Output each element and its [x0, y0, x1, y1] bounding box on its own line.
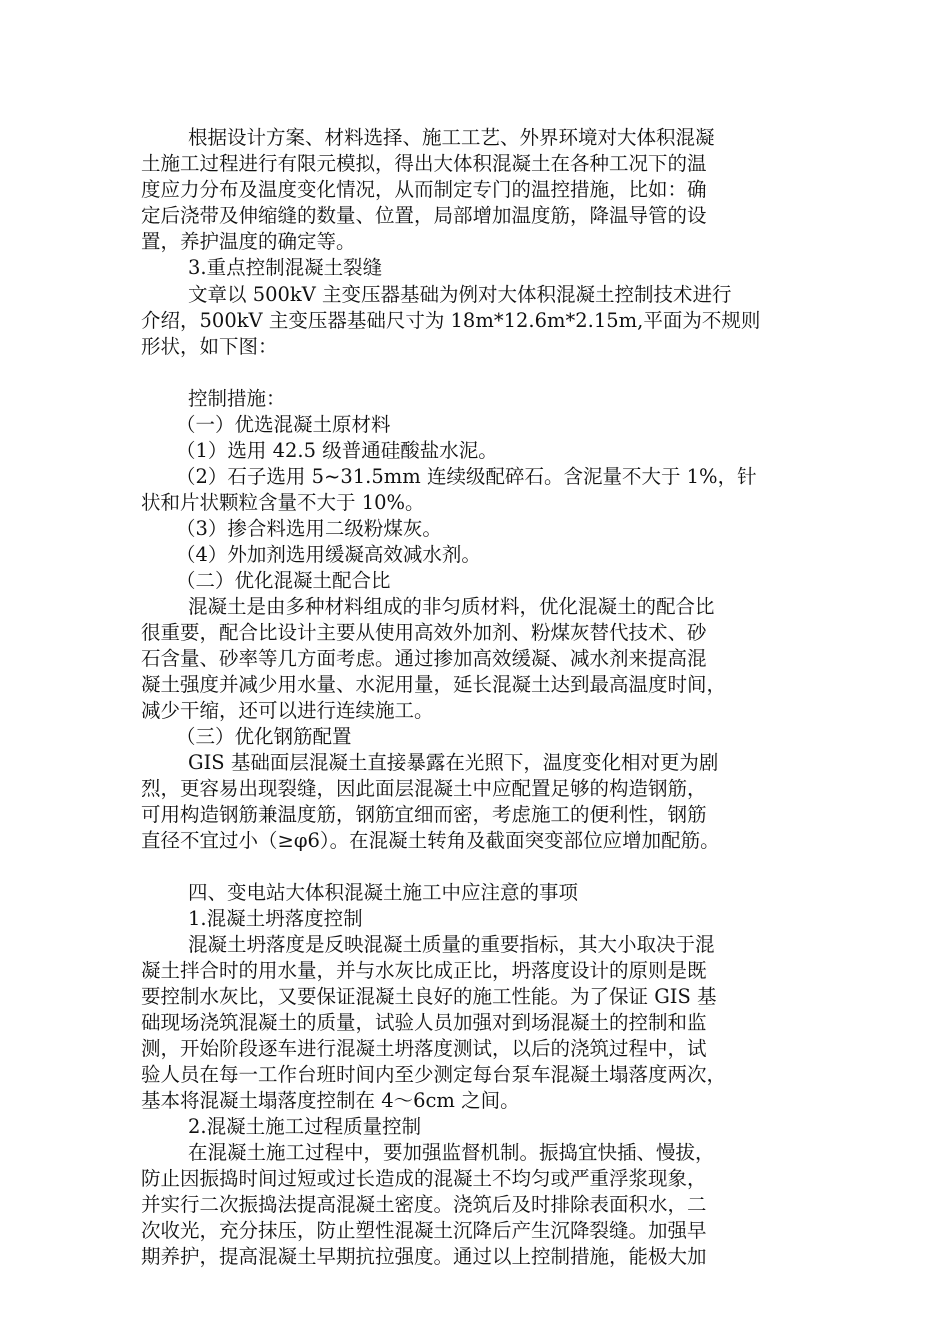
subsection-heading: （二）优化混凝土配合比 [176, 569, 391, 592]
paragraph-line: GIS 基础面层混凝土直接暴露在光照下，温度变化相对更为剧 [188, 751, 719, 774]
list-item: （4）外加剂选用缓凝高效减水剂。 [176, 543, 481, 566]
paragraph-line: 要控制水灰比，又要保证混凝土良好的施工性能。为了保证 GIS 基 [141, 985, 717, 1008]
paragraph-line: 验人员在每一工作台班时间内至少测定每台泵车混凝土塌落度两次， [141, 1063, 727, 1086]
section-heading: 3.重点控制混凝土裂缝 [188, 256, 383, 279]
paragraph-line: 介绍，500kV 主变压器基础尺寸为 18m*12.6m*2.15m,平面为不规则 [141, 309, 761, 332]
list-item: （2）石子选用 5~31.5mm 连续级配碎石。含泥量不大于 1%，针 [176, 465, 757, 488]
section-heading: 四、变电站大体积混凝土施工中应注意的事项 [188, 881, 579, 904]
paragraph-line: 烈，更容易出现裂缝，因此面层混凝土中应配置足够的构造钢筋， [141, 777, 707, 800]
paragraph-line: 混凝土坍落度是反映混凝土质量的重要指标，其大小取决于混 [188, 933, 715, 956]
paragraph-line: 文章以 500kV 主变压器基础为例对大体积混凝土控制技术进行 [188, 283, 732, 306]
paragraph-line: 凝土强度并减少用水量、水泥用量，延长混凝土达到最高温度时间， [141, 673, 727, 696]
list-item: （1）选用 42.5 级普通硅酸盐水泥。 [176, 439, 498, 462]
list-item: 状和片状颗粒含量不大于 10%。 [141, 491, 425, 514]
paragraph-line: 很重要，配合比设计主要从使用高效外加剂、粉煤灰替代技术、砂 [141, 621, 707, 644]
paragraph-line: 期养护，提高混凝土早期抗拉强度。通过以上控制措施，能极大加 [141, 1245, 707, 1268]
paragraph-line: 减少干缩，还可以进行连续施工。 [141, 699, 434, 722]
paragraph-line: 凝土拌合时的用水量，并与水灰比成正比，坍落度设计的原则是既 [141, 959, 707, 982]
paragraph-line: 形状，如下图： [141, 335, 278, 358]
list-item: （3）掺合料选用二级粉煤灰。 [176, 517, 442, 540]
paragraph-line: 石含量、砂率等几方面考虑。通过掺加高效缓凝、减水剂来提高混 [141, 647, 707, 670]
paragraph-line: 次收光，充分抹压，防止塑性混凝土沉降后产生沉降裂缝。加强早 [141, 1219, 707, 1242]
paragraph-line: 土施工过程进行有限元模拟，得出大体积混凝土在各种工况下的温 [141, 152, 707, 175]
section-heading: 2.混凝土施工过程质量控制 [188, 1115, 422, 1138]
subsection-heading: （一）优选混凝土原材料 [176, 413, 391, 436]
paragraph-line: 定后浇带及伸缩缝的数量、位置，局部增加温度筋，降温导管的设 [141, 204, 707, 227]
paragraph-line: 可用构造钢筋兼温度筋，钢筋宜细而密，考虑施工的便利性，钢筋 [141, 803, 707, 826]
paragraph-line: 测，开始阶段逐车进行混凝土坍落度测试，以后的浇筑过程中，试 [141, 1037, 707, 1060]
section-heading: 控制措施： [188, 387, 286, 410]
paragraph-line: 并实行二次振捣法提高混凝土密度。浇筑后及时排除表面积水，二 [141, 1193, 707, 1216]
subsection-heading: （三）优化钢筋配置 [176, 725, 352, 748]
section-heading: 1.混凝土坍落度控制 [188, 907, 363, 930]
paragraph-line: 基本将混凝土塌落度控制在 4～6cm 之间。 [141, 1089, 520, 1112]
paragraph-line: 混凝土是由多种材料组成的非匀质材料，优化混凝土的配合比 [188, 595, 715, 618]
paragraph-line: 置，养护温度的确定等。 [141, 230, 356, 253]
paragraph-line: 础现场浇筑混凝土的质量，试验人员加强对到场混凝土的控制和监 [141, 1011, 707, 1034]
paragraph-line: 直径不宜过小（≥φ6）。在混凝土转角及截面突变部位应增加配筋。 [141, 829, 720, 852]
paragraph-line: 防止因振捣时间过短或过长造成的混凝土不均匀或严重浮浆现象， [141, 1167, 707, 1190]
paragraph-line: 根据设计方案、材料选择、施工工艺、外界环境对大体积混凝 [188, 126, 715, 149]
paragraph-line: 在混凝土施工过程中，要加强监督机制。振捣宜快插、慢拔， [188, 1141, 715, 1164]
paragraph-line: 度应力分布及温度变化情况，从而制定专门的温控措施，比如：确 [141, 178, 707, 201]
